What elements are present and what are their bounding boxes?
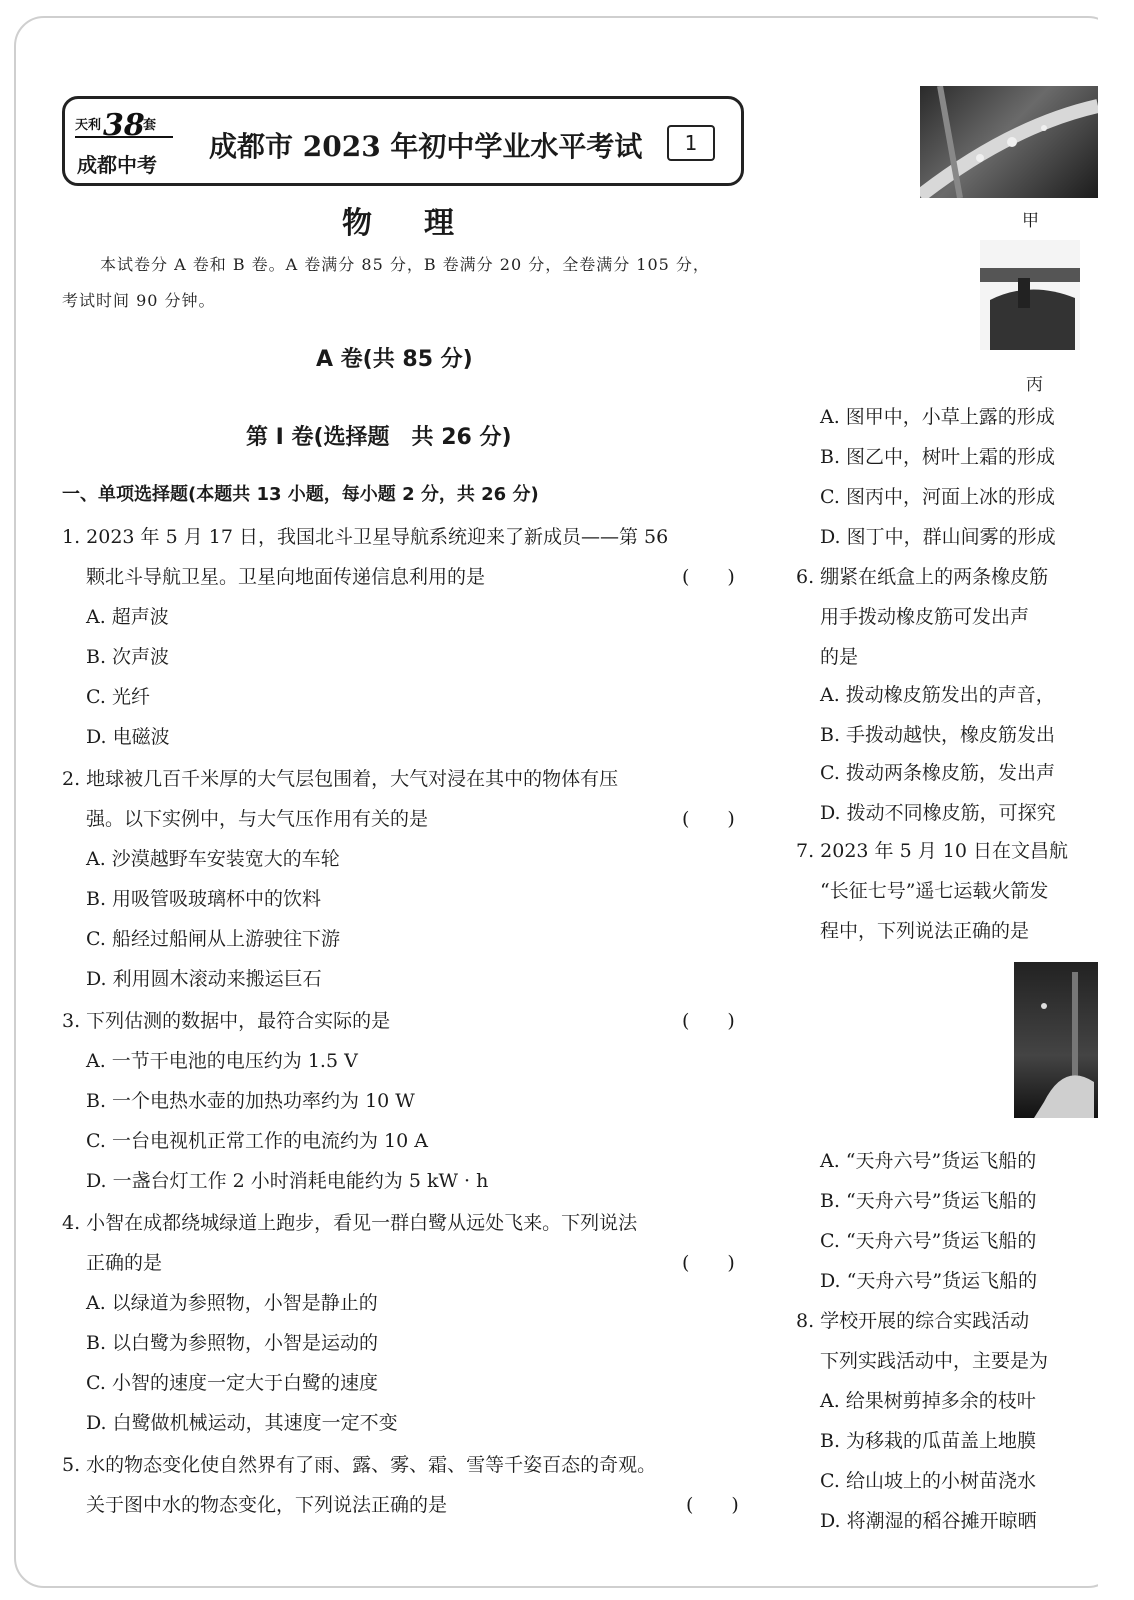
- paper-number: 1: [667, 125, 715, 161]
- q5-line-2: 关于图中水的物态变化，下列说法正确的是: [86, 1494, 448, 1516]
- exam-title: 成都市 2023 年初中学业水平考试: [209, 130, 643, 163]
- svg-text:天利: 天利: [75, 118, 102, 133]
- paper-a-heading: A 卷(共 85 分): [316, 347, 473, 372]
- q1-option-a: A. 超声波: [86, 606, 169, 628]
- q6-line-3: 的是: [820, 646, 859, 668]
- intro-line-2: 考试时间 90 分钟。: [62, 291, 216, 310]
- q7-option-d: D. “天舟六号”货运飞船的: [820, 1270, 1038, 1292]
- caption-jia: 甲: [1022, 211, 1039, 231]
- rocket-illustration: [1014, 962, 1098, 1118]
- caption-bing: 丙: [1026, 375, 1043, 395]
- q8-option-b: B. 为移栽的瓜苗盖上地膜: [820, 1430, 1037, 1452]
- exam-header: [62, 96, 744, 186]
- answer-bracket: ( ): [682, 1252, 735, 1274]
- q4-line-1: 4. 小智在成都绕城绿道上跑步，看见一群白鹭从远处飞来。下列说法: [62, 1212, 638, 1234]
- subject-title: 物理: [342, 206, 506, 241]
- q6-option-b: B. 手拨动越快，橡皮筋发出: [820, 724, 1056, 746]
- q1-line-1: 1. 2023 年 5 月 17 日，我国北斗卫星导航系统迎来了新成员——第 56: [62, 526, 669, 548]
- answer-bracket: ( ): [682, 566, 735, 588]
- q2-option-d: D. 利用圆木滚动来搬运巨石: [86, 968, 322, 990]
- q6-line-1: 6. 绷紧在纸盒上的两条橡皮筋: [796, 566, 1049, 588]
- q7-line-2: “长征七号”遥七运载火箭发: [820, 880, 1049, 902]
- q8-line-1: 8. 学校开展的综合实践活动: [796, 1310, 1030, 1332]
- q5-option-a: A. 图甲中，小草上露的形成: [820, 406, 1055, 428]
- q7-line-1: 7. 2023 年 5 月 10 日在文昌航: [796, 840, 1068, 862]
- rocket-launch-photo: [1014, 962, 1098, 1118]
- q3-option-b: B. 一个电热水壶的加热功率约为 10 W: [86, 1090, 415, 1112]
- q7-option-c: C. “天舟六号”货运飞船的: [820, 1230, 1037, 1252]
- q4-option-b: B. 以白鹭为参照物，小智是运动的: [86, 1332, 379, 1354]
- q3-option-d: D. 一盏台灯工作 2 小时消耗电能约为 5 kW · h: [86, 1170, 489, 1192]
- figure-jia-photo: [920, 86, 1098, 198]
- svg-text:38: 38: [103, 108, 145, 139]
- q5-option-d: D. 图丁中，群山间雾的形成: [820, 526, 1056, 548]
- q1-option-c: C. 光纤: [86, 686, 150, 708]
- q6-option-c: C. 拨动两条橡皮筋，发出声: [820, 762, 1055, 784]
- q8-option-c: C. 给山坡上的小树苗浇水: [820, 1470, 1036, 1492]
- q7-option-a: A. “天舟六号”货运飞船的: [820, 1150, 1037, 1172]
- q1-option-d: D. 电磁波: [86, 726, 170, 748]
- q3-line-1: 3. 下列估测的数据中，最符合实际的是: [62, 1010, 391, 1032]
- q5-line-1: 5. 水的物态变化使自然界有了雨、露、雾、霜、雪等千姿百态的奇观。: [62, 1454, 657, 1476]
- q2-option-b: B. 用吸管吸玻璃杯中的饮料: [86, 888, 322, 910]
- q4-line-2: 正确的是: [86, 1252, 163, 1274]
- q7-line-3: 程中，下列说法正确的是: [820, 920, 1030, 942]
- q2-line-2: 强。以下实例中，与大气压作用有关的是: [86, 808, 429, 830]
- q3-option-a: A. 一节干电池的电压约为 1.5 V: [86, 1050, 358, 1072]
- q3-option-c: C. 一台电视机正常工作的电流约为 10 A: [86, 1130, 428, 1152]
- q6-option-d: D. 拨动不同橡皮筋，可探究: [820, 802, 1056, 824]
- answer-bracket: ( ): [682, 808, 735, 830]
- brand-subtitle: 成都中考: [77, 153, 157, 177]
- answer-bracket: ( ): [686, 1494, 739, 1516]
- q2-option-c: C. 船经过船闸从上游驶往下游: [86, 928, 340, 950]
- q2-option-a: A. 沙漠越野车安装宽大的车轮: [86, 848, 340, 870]
- q1-option-b: B. 次声波: [86, 646, 170, 668]
- q7-option-b: B. “天舟六号”货运飞船的: [820, 1190, 1037, 1212]
- q6-line-2: 用手拨动橡皮筋可发出声: [820, 606, 1030, 628]
- answer-bracket: ( ): [682, 1010, 735, 1032]
- section-heading: 一、单项选择题(本题共 13 小题，每小题 2 分，共 26 分): [62, 484, 539, 505]
- q4-option-a: A. 以绿道为参照物，小智是静止的: [86, 1292, 378, 1314]
- q5-option-c: C. 图丙中，河面上冰的形成: [820, 486, 1055, 508]
- page-edge-mask: [1098, 0, 1134, 1600]
- intro-line-1: 本试卷分 A 卷和 B 卷。A 卷满分 85 分，B 卷满分 20 分，全卷满分 105 分，: [100, 255, 710, 274]
- q1-line-2: 颗北斗导航卫星。卫星向地面传递信息利用的是: [86, 566, 486, 588]
- q5-option-b: B. 图乙中，树叶上霜的形成: [820, 446, 1056, 468]
- part-one-heading: 第 Ⅰ 卷(选择题 共 26 分): [246, 425, 512, 450]
- q4-option-d: D. 白鹭做机械运动，其速度一定不变: [86, 1412, 398, 1434]
- q8-option-d: D. 将潮湿的稻谷摊开晾晒: [820, 1510, 1037, 1532]
- brand-logo: [73, 105, 183, 139]
- grass-dew-illustration: [920, 86, 1098, 198]
- svg-text:套: 套: [143, 118, 157, 133]
- q8-option-a: A. 给果树剪掉多余的枝叶: [820, 1390, 1036, 1412]
- q4-option-c: C. 小智的速度一定大于白鹭的速度: [86, 1372, 378, 1394]
- figure-bing-photo: [980, 240, 1080, 350]
- river-ice-illustration: [980, 240, 1080, 350]
- q8-line-2: 下列实践活动中，主要是为: [820, 1350, 1049, 1372]
- q6-option-a: A. 拨动橡皮筋发出的声音，: [820, 684, 1055, 706]
- q2-line-1: 2. 地球被几百千米厚的大气层包围着，大气对浸在其中的物体有压: [62, 768, 619, 790]
